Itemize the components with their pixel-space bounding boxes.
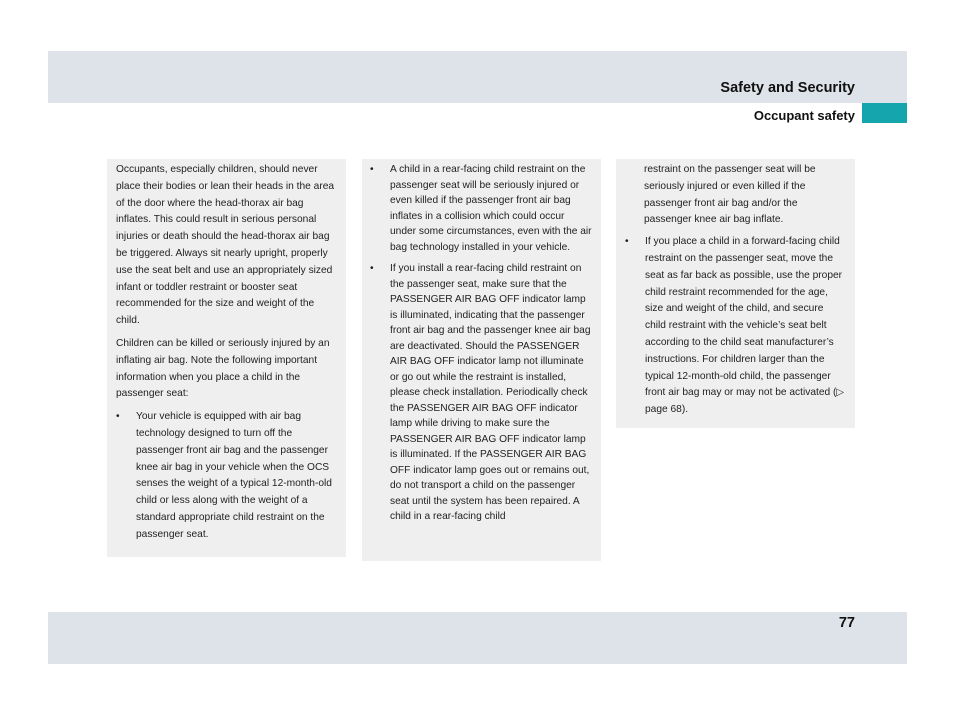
text-column-3 [616,159,855,428]
page-number: 77 [838,615,855,631]
footer-band [48,612,907,664]
bullet-icon: • [116,411,120,423]
bullet-icon: • [370,263,374,274]
list-item [116,409,340,543]
list-item-text: Your vehicle is equipped with air bag technology designed to turn off the passenger front air bag and the passenger knee air bag in your vehicle when the OCS senses the weight of a typical 12-month-old child or less along with the weight of a standard appropriate child restraint on the passenger seat. [136,411,332,540]
bullet-list [370,162,593,525]
bullet-icon: • [625,236,629,248]
bullet-list [116,409,340,543]
list-item [370,261,593,525]
bullet-icon: • [370,164,374,175]
text-column-1 [107,159,346,557]
list-item-text: If you install a rear-facing child restraint on the passenger seat, make sure that the PASSENGER AIR BAG OFF indicator lamp is illuminated, indicating that the passenger front air bag and the passenger knee air bag are deactivated. Should the PASSENGER AIR BAG OFF indicator lamp not illuminate or go out while the restraint is installed, please check installation. Periodically check the PASSENGER AIR BAG OFF indicator lamp while driving to make sure the PASSENGER AIR BAG OFF indicator lamp is illuminated. If the PASSENGER AIR BAG OFF indicator lamp goes out or remains out, do not transport a child on the passenger seat until the system has been repaired. A child in a rear-facing child [390,263,591,522]
bullet-list [625,234,847,419]
subsection-title: Occupant safety [753,108,855,123]
list-item [370,162,593,255]
paragraph: Children can be killed or seriously injured by an inflating air bag. Note the following important information when you place a child in the passenger seat: [116,337,330,400]
text-column-2 [362,159,601,561]
paragraph: Occupants, especially children, should never place their bodies or lean their heads in the area of the door where the head-thorax air bag inflates. This could result in serious personal injuries or death should the head-thorax air bag be triggered. Always sit nearly upright, properly use the seat belt and use an appropriately sized infant or toddler restraint or booster seat recommended for the size and weight of the child. [116,164,335,327]
list-item-text: If you place a child in a forward-facing child restraint on the passenger seat, move the seat as far back as possible, use the proper child restraint recommended for the age, size and weight of the child, and secure child restraint with the vehicle’s seat belt according to the child seat manufacturer’s instructions. For children larger than the typical 12-month-old child, the passenger front air bag may or may not be activated (▷ page 68). [645,236,845,416]
list-item-text: A child in a rear-facing child restraint on the passenger seat will be seriously injured or even killed if the passenger front air bag inflates in a collision which could occur under some circumstances, even with the air bag technology installed in your vehicle. [390,164,592,253]
section-title: Safety and Security [720,80,855,96]
section-tab-marker [862,103,907,123]
list-item [625,234,847,419]
continued-text: restraint on the passenger seat will be seriously injured or even killed if the passenger front air bag and/or the passenger knee air bag inflate. [644,164,816,226]
